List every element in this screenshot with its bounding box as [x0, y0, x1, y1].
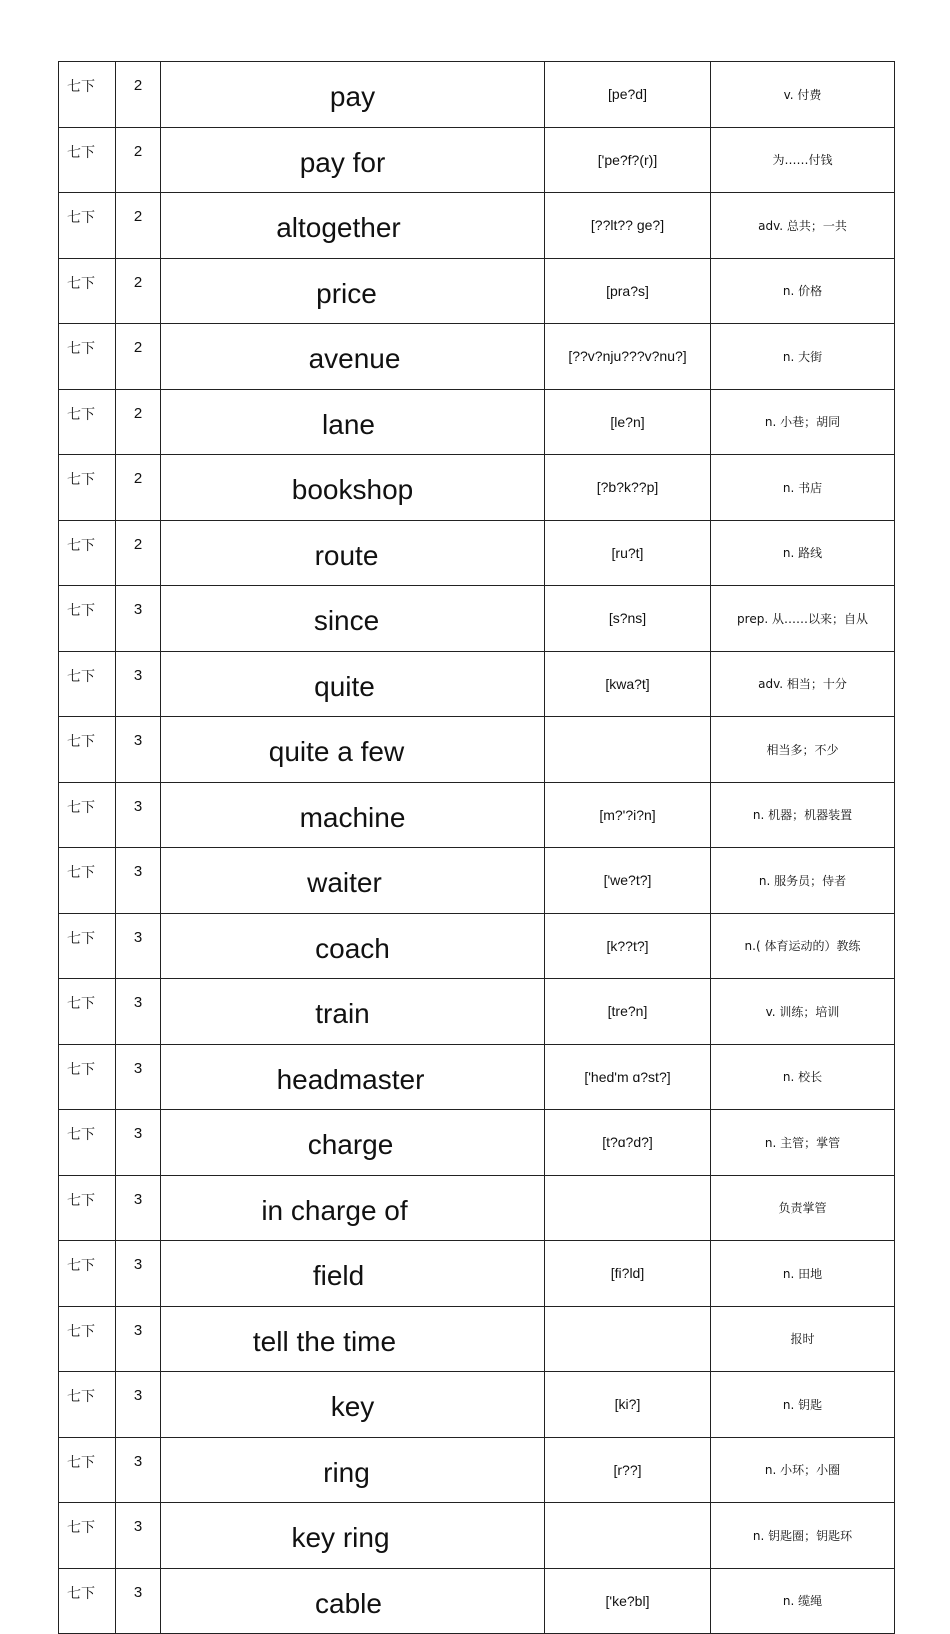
grade-cell: 七下: [59, 520, 116, 586]
table-row: [59, 127, 895, 193]
meaning-cell: n. 路线: [711, 520, 895, 586]
table-row: [59, 651, 895, 717]
word-cell: in charge of: [161, 1175, 545, 1241]
grade-cell: 七下: [59, 1110, 116, 1176]
table-row: [59, 1306, 895, 1372]
meaning-cell: n. 小巷；胡同: [711, 389, 895, 455]
meaning-cell: n. 价格: [711, 258, 895, 324]
table-row: [59, 1568, 895, 1634]
grade-cell: 七下: [59, 586, 116, 652]
meaning-cell: adv. 总共；一共: [711, 193, 895, 259]
grade-cell: 七下: [59, 717, 116, 783]
table-row: [59, 913, 895, 979]
meaning-cell: 负责掌管: [711, 1175, 895, 1241]
table-row: [59, 717, 895, 783]
table-row: [59, 586, 895, 652]
meaning-cell: n. 钥匙圈；钥匙环: [711, 1503, 895, 1569]
word-cell: waiter: [161, 848, 545, 914]
phonetic-cell: [m?'?i?n]: [545, 782, 711, 848]
table-row: [59, 324, 895, 390]
unit-cell: 3: [116, 586, 161, 652]
unit-cell: 2: [116, 127, 161, 193]
table-row: [59, 979, 895, 1045]
unit-cell: 3: [116, 1503, 161, 1569]
meaning-cell: 报时: [711, 1306, 895, 1372]
grade-cell: 七下: [59, 979, 116, 1045]
phonetic-cell: [le?n]: [545, 389, 711, 455]
phonetic-cell: [ru?t]: [545, 520, 711, 586]
unit-cell: 3: [116, 1306, 161, 1372]
phonetic-cell: [s?ns]: [545, 586, 711, 652]
grade-cell: 七下: [59, 651, 116, 717]
meaning-cell: 相当多；不少: [711, 717, 895, 783]
word-cell: altogether: [161, 193, 545, 259]
phonetic-cell: [k??t?]: [545, 913, 711, 979]
word-cell: quite a few: [161, 717, 545, 783]
phonetic-cell: [pra?s]: [545, 258, 711, 324]
word-cell: machine: [161, 782, 545, 848]
grade-cell: 七下: [59, 848, 116, 914]
phonetic-cell: [kwa?t]: [545, 651, 711, 717]
grade-cell: 七下: [59, 1175, 116, 1241]
word-cell: since: [161, 586, 545, 652]
unit-cell: 3: [116, 1175, 161, 1241]
grade-cell: 七下: [59, 324, 116, 390]
word-cell: headmaster: [161, 1044, 545, 1110]
phonetic-cell: [pe?d]: [545, 62, 711, 128]
table-row: [59, 848, 895, 914]
table-row: [59, 1241, 895, 1307]
word-cell: tell the time: [161, 1306, 545, 1372]
grade-cell: 七下: [59, 455, 116, 521]
unit-cell: 2: [116, 455, 161, 521]
unit-cell: 3: [116, 651, 161, 717]
table-row: [59, 455, 895, 521]
phonetic-cell: [r??]: [545, 1437, 711, 1503]
phonetic-cell: [?b?k??p]: [545, 455, 711, 521]
word-cell: pay for: [161, 127, 545, 193]
unit-cell: 2: [116, 62, 161, 128]
meaning-cell: n. 田地: [711, 1241, 895, 1307]
meaning-cell: prep. 从……以来；自从: [711, 586, 895, 652]
phonetic-cell: ['ke?bl]: [545, 1568, 711, 1634]
meaning-cell: n. 大街: [711, 324, 895, 390]
phonetic-cell: [545, 717, 711, 783]
table-row: [59, 520, 895, 586]
unit-cell: 3: [116, 913, 161, 979]
word-cell: key: [161, 1372, 545, 1438]
table-row: [59, 193, 895, 259]
meaning-cell: n. 校长: [711, 1044, 895, 1110]
phonetic-cell: [fi?ld]: [545, 1241, 711, 1307]
unit-cell: 3: [116, 782, 161, 848]
unit-cell: 2: [116, 389, 161, 455]
unit-cell: 3: [116, 1437, 161, 1503]
table-row: [59, 1372, 895, 1438]
word-cell: train: [161, 979, 545, 1045]
meaning-cell: n. 小环；小圈: [711, 1437, 895, 1503]
phonetic-cell: [545, 1306, 711, 1372]
table-row: [59, 1437, 895, 1503]
meaning-cell: adv. 相当；十分: [711, 651, 895, 717]
grade-cell: 七下: [59, 1372, 116, 1438]
grade-cell: 七下: [59, 62, 116, 128]
table-row: [59, 1175, 895, 1241]
meaning-cell: v. 训练；培训: [711, 979, 895, 1045]
grade-cell: 七下: [59, 1044, 116, 1110]
meaning-cell: n. 机器；机器装置: [711, 782, 895, 848]
unit-cell: 2: [116, 324, 161, 390]
word-cell: quite: [161, 651, 545, 717]
unit-cell: 3: [116, 1241, 161, 1307]
unit-cell: 2: [116, 520, 161, 586]
phonetic-cell: ['hed'm ɑ?st?]: [545, 1044, 711, 1110]
table-row: [59, 1044, 895, 1110]
unit-cell: 2: [116, 193, 161, 259]
word-cell: coach: [161, 913, 545, 979]
grade-cell: 七下: [59, 1503, 116, 1569]
meaning-cell: n. 钥匙: [711, 1372, 895, 1438]
grade-cell: 七下: [59, 193, 116, 259]
vocabulary-table: [58, 61, 895, 1634]
unit-cell: 3: [116, 1372, 161, 1438]
phonetic-cell: [tre?n]: [545, 979, 711, 1045]
phonetic-cell: [ki?]: [545, 1372, 711, 1438]
phonetic-cell: [t?ɑ?d?]: [545, 1110, 711, 1176]
table-row: [59, 1110, 895, 1176]
unit-cell: 3: [116, 1568, 161, 1634]
meaning-cell: n.( 体育运动的）教练: [711, 913, 895, 979]
unit-cell: 3: [116, 848, 161, 914]
word-cell: charge: [161, 1110, 545, 1176]
vocabulary-table-body: [59, 62, 895, 1634]
table-row: [59, 1503, 895, 1569]
meaning-cell: 为……付钱: [711, 127, 895, 193]
meaning-cell: n. 书店: [711, 455, 895, 521]
table-row: [59, 62, 895, 128]
word-cell: pay: [161, 62, 545, 128]
unit-cell: 3: [116, 1044, 161, 1110]
table-row: [59, 389, 895, 455]
table-row: [59, 258, 895, 324]
phonetic-cell: ['pe?f?(r)]: [545, 127, 711, 193]
word-cell: cable: [161, 1568, 545, 1634]
unit-cell: 2: [116, 258, 161, 324]
word-cell: bookshop: [161, 455, 545, 521]
grade-cell: 七下: [59, 1568, 116, 1634]
grade-cell: 七下: [59, 1437, 116, 1503]
table-row: [59, 782, 895, 848]
meaning-cell: n. 缆绳: [711, 1568, 895, 1634]
grade-cell: 七下: [59, 782, 116, 848]
meaning-cell: n. 主管；掌管: [711, 1110, 895, 1176]
grade-cell: 七下: [59, 1306, 116, 1372]
phonetic-cell: ['we?t?]: [545, 848, 711, 914]
phonetic-cell: [??v?nju???v?nu?]: [545, 324, 711, 390]
grade-cell: 七下: [59, 258, 116, 324]
meaning-cell: n. 服务员；侍者: [711, 848, 895, 914]
grade-cell: 七下: [59, 913, 116, 979]
unit-cell: 3: [116, 717, 161, 783]
meaning-cell: v. 付费: [711, 62, 895, 128]
phonetic-cell: [545, 1175, 711, 1241]
word-cell: price: [161, 258, 545, 324]
phonetic-cell: [??lt?? ɡe?]: [545, 193, 711, 259]
grade-cell: 七下: [59, 127, 116, 193]
unit-cell: 3: [116, 979, 161, 1045]
word-cell: key ring: [161, 1503, 545, 1569]
grade-cell: 七下: [59, 1241, 116, 1307]
word-cell: lane: [161, 389, 545, 455]
word-cell: field: [161, 1241, 545, 1307]
word-cell: ring: [161, 1437, 545, 1503]
word-cell: avenue: [161, 324, 545, 390]
unit-cell: 3: [116, 1110, 161, 1176]
phonetic-cell: [545, 1503, 711, 1569]
word-cell: route: [161, 520, 545, 586]
grade-cell: 七下: [59, 389, 116, 455]
